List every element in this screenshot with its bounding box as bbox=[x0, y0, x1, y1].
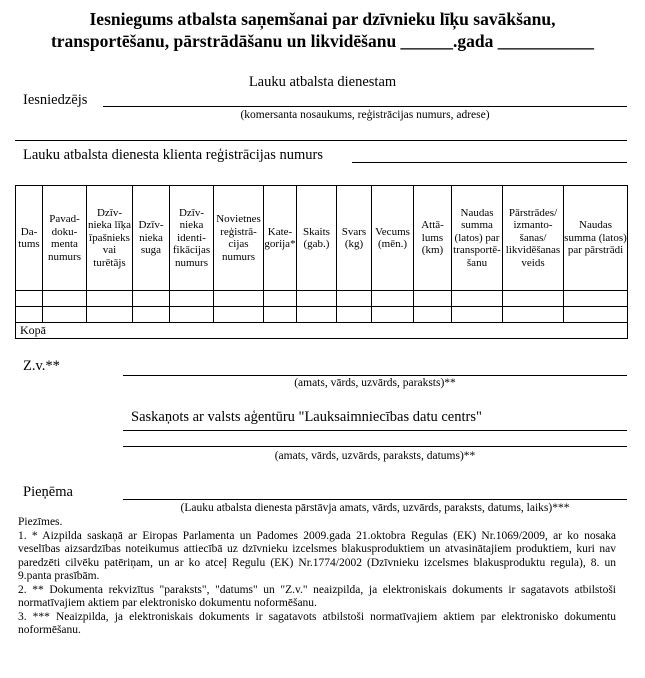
col-header-skaits: Skaits (gab.) bbox=[297, 186, 337, 291]
note-1: 1. * Aizpilda saskaņā ar Eiropas Parlamenta un Padomes 2009.gada 21.oktobra Regulas (EK) Nr.1069/2009, ar ko nosaka veselības aizsardzības noteikumus attiecībā uz dzīvnieku izcelsmes blakusproduktiem un atvasinātajiem produktiem, kuri nav paredzēti cilvēku patēriņam, un ar ko atceļ Regulu (EK) Nr.1774/2002 (Dzīvnieku izcelsmes blakusproduktu regula), 8. un 9.panta prasībām. bbox=[18, 529, 616, 582]
table-cell[interactable] bbox=[43, 307, 87, 323]
table-cell[interactable] bbox=[452, 307, 503, 323]
recipient: Lauku atbalsta dienestam bbox=[248, 74, 397, 90]
notes bbox=[18, 516, 616, 638]
table-cell[interactable] bbox=[503, 307, 564, 323]
table-cell[interactable] bbox=[43, 291, 87, 307]
applicant-caption: (komersanta nosaukums, reģistrācijas numurs, adrese) bbox=[240, 109, 490, 121]
zv-signature-field[interactable] bbox=[123, 375, 627, 376]
table-cell[interactable] bbox=[133, 307, 170, 323]
col-header-novietnes-numurs: Novietnes reģistrācijas numurs bbox=[214, 186, 264, 291]
table-header-row bbox=[16, 186, 628, 291]
note-3: 3. *** Neaizpilda, ja elektroniskais dokuments ir sagatavots atbilstoši normatīvajiem aktiem par elektronisko dokumentu noformēšanu. bbox=[18, 610, 616, 636]
note-2: 2. ** Dokumenta rekvizītus "paraksts", "datums" un "Z.v." neaizpilda, ja elektroniskais dokuments ir sagatavots atbilstoši normatīvajiem aktiem par elektronisko dokumentu noformēšanu. bbox=[18, 583, 616, 609]
col-header-parstrades-veids: Pārstrādes/ izmantošanas/ likvidēšanas veids bbox=[503, 186, 564, 291]
agreed-text: Saskaņots ar valsts aģentūru "Lauksaimniecības datu centrs" bbox=[131, 409, 482, 425]
table-cell[interactable] bbox=[414, 291, 452, 307]
data-table bbox=[15, 185, 628, 339]
table-cell[interactable] bbox=[133, 291, 170, 307]
table-cell[interactable] bbox=[452, 291, 503, 307]
table-cell[interactable] bbox=[87, 291, 133, 307]
table-cell[interactable] bbox=[170, 291, 214, 307]
table-cell[interactable] bbox=[337, 307, 372, 323]
col-header-identifikacijas-numurs: Dzīvnieka identifikācijas numurs bbox=[170, 186, 214, 291]
agreed-caption: (amats, vārds, uzvārds, paraksts, datums)** bbox=[274, 450, 476, 462]
table-cell[interactable] bbox=[297, 291, 337, 307]
accepted-caption: (Lauku atbalsta dienesta pārstāvja amats, vārds, uzvārds, paraksts, datums, laiks)*** bbox=[180, 502, 570, 514]
col-header-kategorija: Kategorija* bbox=[264, 186, 297, 291]
zv-caption: (amats, vārds, uzvārds, paraksts)** bbox=[294, 377, 456, 389]
accepted-field[interactable] bbox=[123, 499, 627, 500]
agreed-field-1[interactable] bbox=[123, 430, 627, 431]
form-title-line1: Iesniegums atbalsta saņemšanai par dzīvnieku līķu savākšanu, bbox=[89, 9, 556, 29]
col-header-svars: Svars (kg) bbox=[337, 186, 372, 291]
col-header-datums: Datums bbox=[16, 186, 43, 291]
applicant-field[interactable] bbox=[103, 106, 627, 107]
col-header-ipasnieks: Dzīvnieka līķa īpašnieks vai turētājs bbox=[87, 186, 133, 291]
total-label: Kopā bbox=[16, 323, 628, 339]
col-header-vecums: Vecums (mēn.) bbox=[372, 186, 414, 291]
table-cell[interactable] bbox=[414, 307, 452, 323]
col-header-summa-transportesana: Naudas summa (latos) par transportēšanu bbox=[452, 186, 503, 291]
table-cell[interactable] bbox=[214, 291, 264, 307]
agreed-field-2[interactable] bbox=[123, 446, 627, 447]
client-reg-label: Lauku atbalsta dienesta klienta reģistrācijas numurs bbox=[23, 147, 323, 163]
table-cell[interactable] bbox=[214, 307, 264, 323]
accepted-label: Pieņēma bbox=[23, 484, 73, 500]
table-total-row bbox=[16, 323, 628, 339]
col-header-suga: Dzīvnieka suga bbox=[133, 186, 170, 291]
table-row bbox=[16, 307, 628, 323]
table-cell[interactable] bbox=[297, 307, 337, 323]
form-title-line2: transportēšanu, pārstrādāšanu un likvidēšanu ______.gada ___________ bbox=[50, 31, 595, 51]
table-cell[interactable] bbox=[16, 291, 43, 307]
table-cell[interactable] bbox=[264, 307, 297, 323]
table-cell[interactable] bbox=[372, 307, 414, 323]
client-reg-field[interactable] bbox=[352, 162, 627, 163]
notes-heading: Piezīmes. bbox=[18, 516, 63, 528]
col-header-summa-parstrade: Naudas summa (latos) par pārstrādi bbox=[564, 186, 628, 291]
table-cell[interactable] bbox=[564, 291, 628, 307]
applicant-label: Iesniedzējs bbox=[23, 92, 88, 108]
table-cell[interactable] bbox=[16, 307, 43, 323]
table-cell[interactable] bbox=[503, 291, 564, 307]
table-cell[interactable] bbox=[87, 307, 133, 323]
col-header-attalums: Attālums (km) bbox=[414, 186, 452, 291]
table-row bbox=[16, 291, 628, 307]
table-cell[interactable] bbox=[170, 307, 214, 323]
col-header-pavaddokumenta-numurs: Pavaddokumenta numurs bbox=[43, 186, 87, 291]
zv-label: Z.v.** bbox=[23, 358, 60, 374]
table-cell[interactable] bbox=[264, 291, 297, 307]
table-cell[interactable] bbox=[337, 291, 372, 307]
table-cell[interactable] bbox=[564, 307, 628, 323]
table-cell[interactable] bbox=[372, 291, 414, 307]
applicant-field-extra[interactable] bbox=[15, 140, 627, 141]
